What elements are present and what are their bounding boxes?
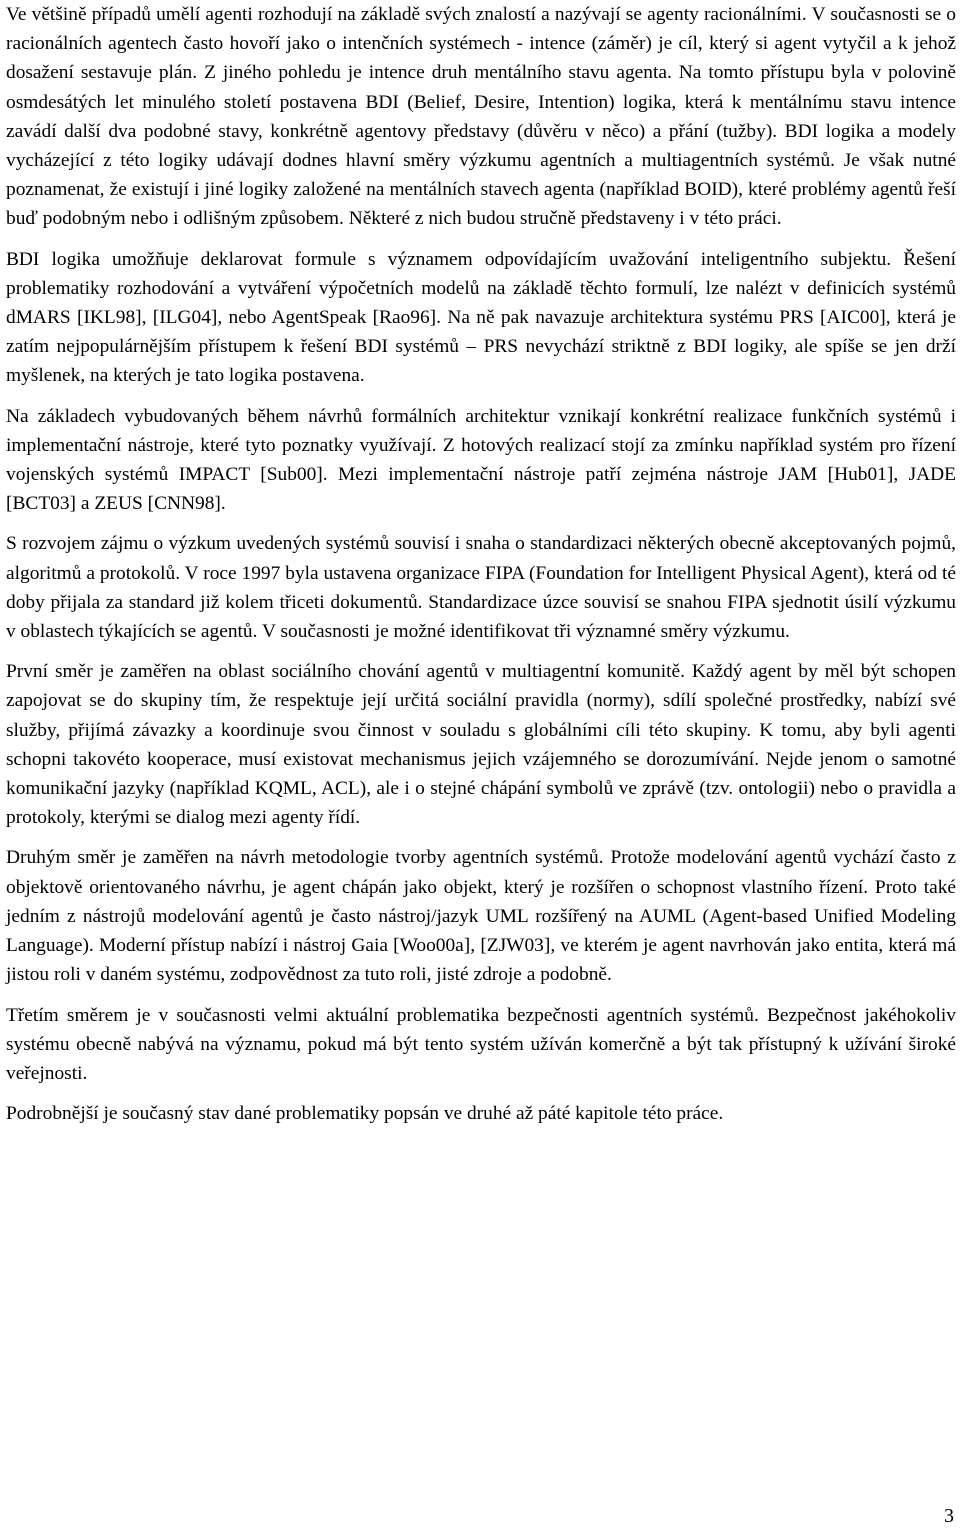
paragraph-chapters-note: Podrobnější je současný stav dané problematiky popsán ve druhé až páté kapitole této práce. xyxy=(6,1103,724,1125)
paragraph-gap xyxy=(6,518,956,529)
document-body xyxy=(6,0,956,1128)
paragraph-security: Třetím směrem je v současnosti velmi aktuální problematika bezpečnosti agentních systémů. Bezpečnost jakéhokoliv systému obecně nabývá na významu, pokud má být tento systém užíván komerčně a být tak přístupný k užívání široké veřejnosti. xyxy=(6,1004,956,1084)
paragraph-gap xyxy=(6,391,956,402)
paragraph-gap xyxy=(6,990,956,1001)
paragraph-methodology: Druhým směr je zaměřen na návrh metodologie tvorby agentních systémů. Protože modelování agentů vychází často z objektově orientovaného návrhu, je agent chápán jako objekt, který je rozšířen o schopnost vlastního řízení. Proto také jedním z nástrojů modelování agentů je často nástroj/jazyk UML rozšířený na AUML (Agent-based Unified Modeling Language). Moderní přístup nabízí i nástroj Gaia [Woo00a], [ZJW03], ve kterém je agent navrhován jako entita, která má jistou roli v daném systému, zodpovědnost za tuto roli, jisté zdroje a podobně. xyxy=(6,847,956,986)
paragraph-bdi-logic: BDI logika umožňuje deklarovat formule s významem odpovídajícím uvažování inteligentního subjektu. Řešení problematiky rozhodování a vytváření výpočetních modelů na základě těchto formulí, lze nalézt v definicích systémů dMARS [IKL98], [ILG04], nebo AgentSpeak [Rao96]. Na ně pak navazuje architektura systému PRS [AIC00], která je zatím nejpopulárnějším přístupem k řešení BDI systémů – PRS nevychází striktně z BDI logiky, ale spíše se jen drží myšlenek, na kterých je tato logika postavena. xyxy=(6,248,956,387)
paragraph-gap xyxy=(6,832,956,843)
paragraph-rational-agents: Ve většině případů umělí agenti rozhodují na základě svých znalostí a nazývají se agenty racionálními. V současnosti se o racionálních agentech často hovoří jako o intenčních systémech - intence (záměr) je cíl, který si agent vytyčil a k jehož dosažení sestavuje plán. Z jiného pohledu je intence druh mentálního stavu agenta. Na tomto přístupu byla v polovině osmdesátých let minulého století postavena BDI (Belief, Desire, Intention) logika, která k mentálnímu stavu intence zavádí další dva podobné stavy, konkrétně agentovy představy (důvěru v něco) a přání (tužby). BDI logika a modely vycházející z této logiky udávají dodnes hlavní směry výzkumu agentních a multiagentních systémů. Je však nutné poznamenat, že existují i jiné logiky založené na mentálních stavech agenta (například BOID), které problémy agentů řeší buď podobným nebo i odlišným způsobem. Některé z nich budou stručně představeny i v této práci. xyxy=(6,4,956,230)
paragraph-gap xyxy=(6,646,956,657)
paragraph-social-behavior: První směr je zaměřen na oblast sociálního chování agentů v multiagentní komunitě. Každý agent by měl být schopen zapojovat se do skupiny tím, že respektuje její určitá sociální pravidla (normy), sdílí společné prostředky, nabízí své služby, přijímá závazky a koordinuje svou činnost v souladu s globálními cíli této skupiny. K tomu, aby byli agenti schopni takovéto kooperace, musí existovat mechanismus jejich vzájemného se dorozumívání. Nejde jenom o samotné komunikační jazyky (například KQML, ACL), ale i o stejné chápání symbolů ve zprávě (tzv. ontologii) nebo o pravidla a protokoly, kterými se dialog mezi agenty řídí. xyxy=(6,661,956,829)
paragraph-implementations: Na základech vybudovaných během návrhů formálních architektur vznikají konkrétní realizace funkčních systémů i implementační nástroje, které tyto poznatky využívají. Z hotových realizací stojí za zmínku například systém pro řízení vojenských systémů IMPACT [Sub00]. Mezi implementační nástroje patří zejména nástroje JAM [Hub01], JADE [BCT03] a ZEUS [CNN98]. xyxy=(6,405,956,515)
paragraph-standardization: S rozvojem zájmu o výzkum uvedených systémů souvisí i snaha o standardizaci některých obecně akceptovaných pojmů, algoritmů a protokolů. V roce 1997 byla ustavena organizace FIPA (Foundation for Intelligent Physical Agent), která od té doby přijala za standard již kolem třiceti dokumentů. Standardizace úzce souvisí se snahou FIPA sjednotit úsilí výzkumu v oblastech týkajících se agentů. V současnosti je možné identifikovat tři významné směry výzkumu. xyxy=(6,533,956,643)
paragraph-gap xyxy=(6,234,956,245)
paragraph-gap xyxy=(6,1088,956,1099)
page-number: 3 xyxy=(944,1505,954,1527)
